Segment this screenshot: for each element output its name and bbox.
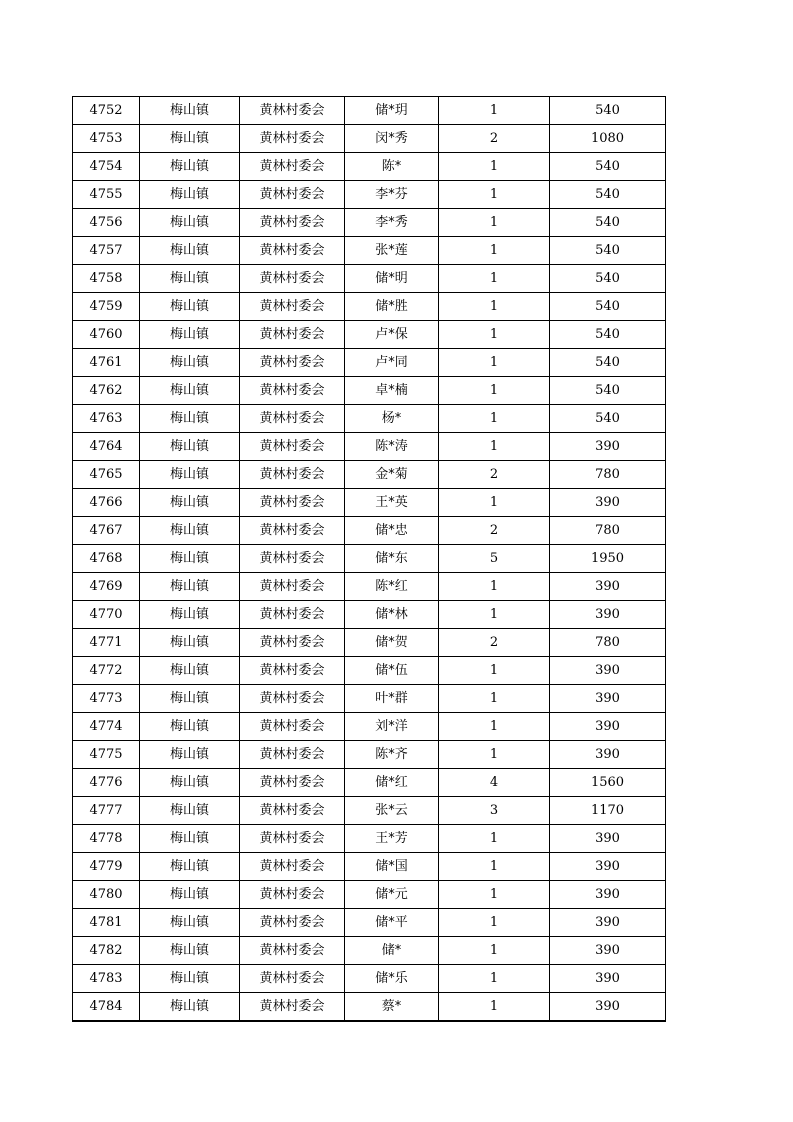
town-cell: 梅山镇: [140, 797, 240, 825]
person-count-cell: 4: [439, 769, 550, 797]
amount-cell: 540: [550, 377, 666, 405]
person-name-cell: 储*东: [345, 545, 439, 573]
person-count-cell: 1: [439, 713, 550, 741]
row-number-cell: 4766: [73, 489, 140, 517]
amount-cell: 1950: [550, 545, 666, 573]
village-committee-cell: 黄林村委会: [240, 517, 345, 545]
table-row: [73, 433, 666, 461]
person-name-cell: 杨*: [345, 405, 439, 433]
town-cell: 梅山镇: [140, 573, 240, 601]
row-number-cell: 4764: [73, 433, 140, 461]
amount-cell: 540: [550, 321, 666, 349]
person-name-cell: 卢*保: [345, 321, 439, 349]
person-name-cell: 张*莲: [345, 237, 439, 265]
village-committee-cell: 黄林村委会: [240, 545, 345, 573]
person-count-cell: 1: [439, 237, 550, 265]
amount-cell: 390: [550, 853, 666, 881]
person-count-cell: 1: [439, 209, 550, 237]
row-number-cell: 4780: [73, 881, 140, 909]
person-count-cell: 1: [439, 825, 550, 853]
person-name-cell: 陈*齐: [345, 741, 439, 769]
town-cell: 梅山镇: [140, 825, 240, 853]
person-count-cell: 1: [439, 657, 550, 685]
row-number-cell: 4759: [73, 293, 140, 321]
person-name-cell: 金*菊: [345, 461, 439, 489]
person-name-cell: 储*国: [345, 853, 439, 881]
row-number-cell: 4770: [73, 601, 140, 629]
village-committee-cell: 黄林村委会: [240, 909, 345, 937]
person-count-cell: 1: [439, 321, 550, 349]
town-cell: 梅山镇: [140, 545, 240, 573]
amount-cell: 540: [550, 405, 666, 433]
amount-cell: 540: [550, 153, 666, 181]
person-count-cell: 5: [439, 545, 550, 573]
town-cell: 梅山镇: [140, 237, 240, 265]
table-row: [73, 405, 666, 433]
roster-table-body: [73, 97, 666, 1022]
person-name-cell: 陈*涛: [345, 433, 439, 461]
town-cell: 梅山镇: [140, 741, 240, 769]
amount-cell: 540: [550, 97, 666, 125]
amount-cell: 390: [550, 685, 666, 713]
table-row: [73, 349, 666, 377]
table-row: [73, 909, 666, 937]
person-count-cell: 1: [439, 181, 550, 209]
row-number-cell: 4760: [73, 321, 140, 349]
table-row: [73, 993, 666, 1022]
table-row: [73, 265, 666, 293]
table-row: [73, 153, 666, 181]
town-cell: 梅山镇: [140, 937, 240, 965]
village-committee-cell: 黄林村委会: [240, 601, 345, 629]
village-committee-cell: 黄林村委会: [240, 321, 345, 349]
row-number-cell: 4774: [73, 713, 140, 741]
table-row: [73, 461, 666, 489]
person-count-cell: 1: [439, 741, 550, 769]
village-committee-cell: 黄林村委会: [240, 97, 345, 125]
town-cell: 梅山镇: [140, 433, 240, 461]
amount-cell: 540: [550, 293, 666, 321]
table-row: [73, 377, 666, 405]
amount-cell: 390: [550, 993, 666, 1022]
town-cell: 梅山镇: [140, 405, 240, 433]
village-committee-cell: 黄林村委会: [240, 937, 345, 965]
village-committee-cell: 黄林村委会: [240, 685, 345, 713]
row-number-cell: 4758: [73, 265, 140, 293]
person-count-cell: 1: [439, 489, 550, 517]
person-count-cell: 1: [439, 97, 550, 125]
person-name-cell: 储*平: [345, 909, 439, 937]
town-cell: 梅山镇: [140, 377, 240, 405]
person-name-cell: 储*乐: [345, 965, 439, 993]
person-count-cell: 1: [439, 265, 550, 293]
person-count-cell: 1: [439, 293, 550, 321]
person-count-cell: 1: [439, 937, 550, 965]
village-committee-cell: 黄林村委会: [240, 293, 345, 321]
table-row: [73, 657, 666, 685]
person-count-cell: 1: [439, 433, 550, 461]
village-committee-cell: 黄林村委会: [240, 433, 345, 461]
town-cell: 梅山镇: [140, 769, 240, 797]
amount-cell: 390: [550, 433, 666, 461]
amount-cell: 1560: [550, 769, 666, 797]
amount-cell: 390: [550, 909, 666, 937]
village-committee-cell: 黄林村委会: [240, 657, 345, 685]
town-cell: 梅山镇: [140, 181, 240, 209]
table-row: [73, 517, 666, 545]
amount-cell: 540: [550, 237, 666, 265]
village-committee-cell: 黄林村委会: [240, 769, 345, 797]
village-committee-cell: 黄林村委会: [240, 741, 345, 769]
village-committee-cell: 黄林村委会: [240, 181, 345, 209]
person-name-cell: 闵*秀: [345, 125, 439, 153]
town-cell: 梅山镇: [140, 965, 240, 993]
row-number-cell: 4757: [73, 237, 140, 265]
village-committee-cell: 黄林村委会: [240, 573, 345, 601]
row-number-cell: 4755: [73, 181, 140, 209]
row-number-cell: 4783: [73, 965, 140, 993]
town-cell: 梅山镇: [140, 97, 240, 125]
table-row: [73, 853, 666, 881]
person-name-cell: 储*元: [345, 881, 439, 909]
town-cell: 梅山镇: [140, 349, 240, 377]
town-cell: 梅山镇: [140, 489, 240, 517]
person-name-cell: 李*秀: [345, 209, 439, 237]
amount-cell: 780: [550, 517, 666, 545]
town-cell: 梅山镇: [140, 209, 240, 237]
person-count-cell: 3: [439, 797, 550, 825]
person-name-cell: 储*林: [345, 601, 439, 629]
amount-cell: 540: [550, 349, 666, 377]
village-committee-cell: 黄林村委会: [240, 405, 345, 433]
row-number-cell: 4784: [73, 993, 140, 1022]
village-committee-cell: 黄林村委会: [240, 125, 345, 153]
row-number-cell: 4782: [73, 937, 140, 965]
village-committee-cell: 黄林村委会: [240, 713, 345, 741]
amount-cell: 540: [550, 265, 666, 293]
table-row: [73, 741, 666, 769]
amount-cell: 390: [550, 825, 666, 853]
person-count-cell: 1: [439, 405, 550, 433]
amount-cell: 390: [550, 741, 666, 769]
person-name-cell: 卢*同: [345, 349, 439, 377]
person-count-cell: 1: [439, 909, 550, 937]
town-cell: 梅山镇: [140, 713, 240, 741]
village-committee-cell: 黄林村委会: [240, 965, 345, 993]
person-name-cell: 陈*红: [345, 573, 439, 601]
person-name-cell: 叶*群: [345, 685, 439, 713]
village-committee-cell: 黄林村委会: [240, 853, 345, 881]
village-committee-cell: 黄林村委会: [240, 489, 345, 517]
person-count-cell: 2: [439, 517, 550, 545]
amount-cell: 390: [550, 937, 666, 965]
table-row: [73, 125, 666, 153]
row-number-cell: 4775: [73, 741, 140, 769]
table-row: [73, 573, 666, 601]
town-cell: 梅山镇: [140, 853, 240, 881]
person-name-cell: 储*: [345, 937, 439, 965]
table-row: [73, 965, 666, 993]
table-row: [73, 97, 666, 125]
table-row: [73, 685, 666, 713]
town-cell: 梅山镇: [140, 629, 240, 657]
amount-cell: 540: [550, 209, 666, 237]
amount-cell: 390: [550, 881, 666, 909]
person-count-cell: 2: [439, 629, 550, 657]
row-number-cell: 4771: [73, 629, 140, 657]
table-row: [73, 769, 666, 797]
row-number-cell: 4776: [73, 769, 140, 797]
person-name-cell: 张*云: [345, 797, 439, 825]
village-committee-cell: 黄林村委会: [240, 881, 345, 909]
table-row: [73, 881, 666, 909]
village-committee-cell: 黄林村委会: [240, 153, 345, 181]
person-name-cell: 储*伍: [345, 657, 439, 685]
town-cell: 梅山镇: [140, 909, 240, 937]
person-count-cell: 1: [439, 377, 550, 405]
village-committee-cell: 黄林村委会: [240, 265, 345, 293]
town-cell: 梅山镇: [140, 461, 240, 489]
person-name-cell: 储*贺: [345, 629, 439, 657]
village-committee-cell: 黄林村委会: [240, 797, 345, 825]
village-committee-cell: 黄林村委会: [240, 237, 345, 265]
amount-cell: 390: [550, 601, 666, 629]
person-name-cell: 储*胜: [345, 293, 439, 321]
person-name-cell: 储*玥: [345, 97, 439, 125]
row-number-cell: 4754: [73, 153, 140, 181]
amount-cell: 1080: [550, 125, 666, 153]
amount-cell: 390: [550, 489, 666, 517]
row-number-cell: 4769: [73, 573, 140, 601]
row-number-cell: 4768: [73, 545, 140, 573]
amount-cell: 780: [550, 461, 666, 489]
person-name-cell: 王*英: [345, 489, 439, 517]
town-cell: 梅山镇: [140, 125, 240, 153]
person-name-cell: 刘*洋: [345, 713, 439, 741]
amount-cell: 390: [550, 965, 666, 993]
row-number-cell: 4772: [73, 657, 140, 685]
roster-table: [72, 96, 666, 1022]
person-count-cell: 2: [439, 461, 550, 489]
person-name-cell: 储*明: [345, 265, 439, 293]
person-count-cell: 1: [439, 573, 550, 601]
person-name-cell: 陈*: [345, 153, 439, 181]
table-row: [73, 713, 666, 741]
row-number-cell: 4753: [73, 125, 140, 153]
town-cell: 梅山镇: [140, 265, 240, 293]
amount-cell: 1170: [550, 797, 666, 825]
row-number-cell: 4756: [73, 209, 140, 237]
village-committee-cell: 黄林村委会: [240, 377, 345, 405]
row-number-cell: 4779: [73, 853, 140, 881]
table-row: [73, 321, 666, 349]
row-number-cell: 4777: [73, 797, 140, 825]
person-count-cell: 1: [439, 601, 550, 629]
amount-cell: 390: [550, 713, 666, 741]
table-row: [73, 181, 666, 209]
row-number-cell: 4778: [73, 825, 140, 853]
amount-cell: 780: [550, 629, 666, 657]
person-count-cell: 1: [439, 685, 550, 713]
village-committee-cell: 黄林村委会: [240, 825, 345, 853]
table-row: [73, 209, 666, 237]
village-committee-cell: 黄林村委会: [240, 629, 345, 657]
town-cell: 梅山镇: [140, 601, 240, 629]
town-cell: 梅山镇: [140, 153, 240, 181]
row-number-cell: 4765: [73, 461, 140, 489]
amount-cell: 390: [550, 573, 666, 601]
town-cell: 梅山镇: [140, 685, 240, 713]
person-name-cell: 王*芳: [345, 825, 439, 853]
table-row: [73, 629, 666, 657]
row-number-cell: 4763: [73, 405, 140, 433]
town-cell: 梅山镇: [140, 993, 240, 1022]
person-count-cell: 1: [439, 153, 550, 181]
row-number-cell: 4761: [73, 349, 140, 377]
person-count-cell: 1: [439, 853, 550, 881]
village-committee-cell: 黄林村委会: [240, 461, 345, 489]
person-count-cell: 1: [439, 349, 550, 377]
table-row: [73, 545, 666, 573]
row-number-cell: 4773: [73, 685, 140, 713]
row-number-cell: 4767: [73, 517, 140, 545]
village-committee-cell: 黄林村委会: [240, 349, 345, 377]
table-row: [73, 825, 666, 853]
person-name-cell: 李*芬: [345, 181, 439, 209]
town-cell: 梅山镇: [140, 881, 240, 909]
person-name-cell: 储*红: [345, 769, 439, 797]
person-count-cell: 1: [439, 965, 550, 993]
amount-cell: 540: [550, 181, 666, 209]
person-count-cell: 1: [439, 881, 550, 909]
table-row: [73, 237, 666, 265]
table-row: [73, 293, 666, 321]
row-number-cell: 4752: [73, 97, 140, 125]
town-cell: 梅山镇: [140, 293, 240, 321]
person-count-cell: 1: [439, 993, 550, 1022]
table-row: [73, 797, 666, 825]
village-committee-cell: 黄林村委会: [240, 209, 345, 237]
town-cell: 梅山镇: [140, 657, 240, 685]
table-row: [73, 937, 666, 965]
person-name-cell: 储*忠: [345, 517, 439, 545]
table-row: [73, 489, 666, 517]
town-cell: 梅山镇: [140, 517, 240, 545]
town-cell: 梅山镇: [140, 321, 240, 349]
row-number-cell: 4781: [73, 909, 140, 937]
village-committee-cell: 黄林村委会: [240, 993, 345, 1022]
row-number-cell: 4762: [73, 377, 140, 405]
person-name-cell: 卓*楠: [345, 377, 439, 405]
table-row: [73, 601, 666, 629]
person-name-cell: 蔡*: [345, 993, 439, 1022]
amount-cell: 390: [550, 657, 666, 685]
person-count-cell: 2: [439, 125, 550, 153]
